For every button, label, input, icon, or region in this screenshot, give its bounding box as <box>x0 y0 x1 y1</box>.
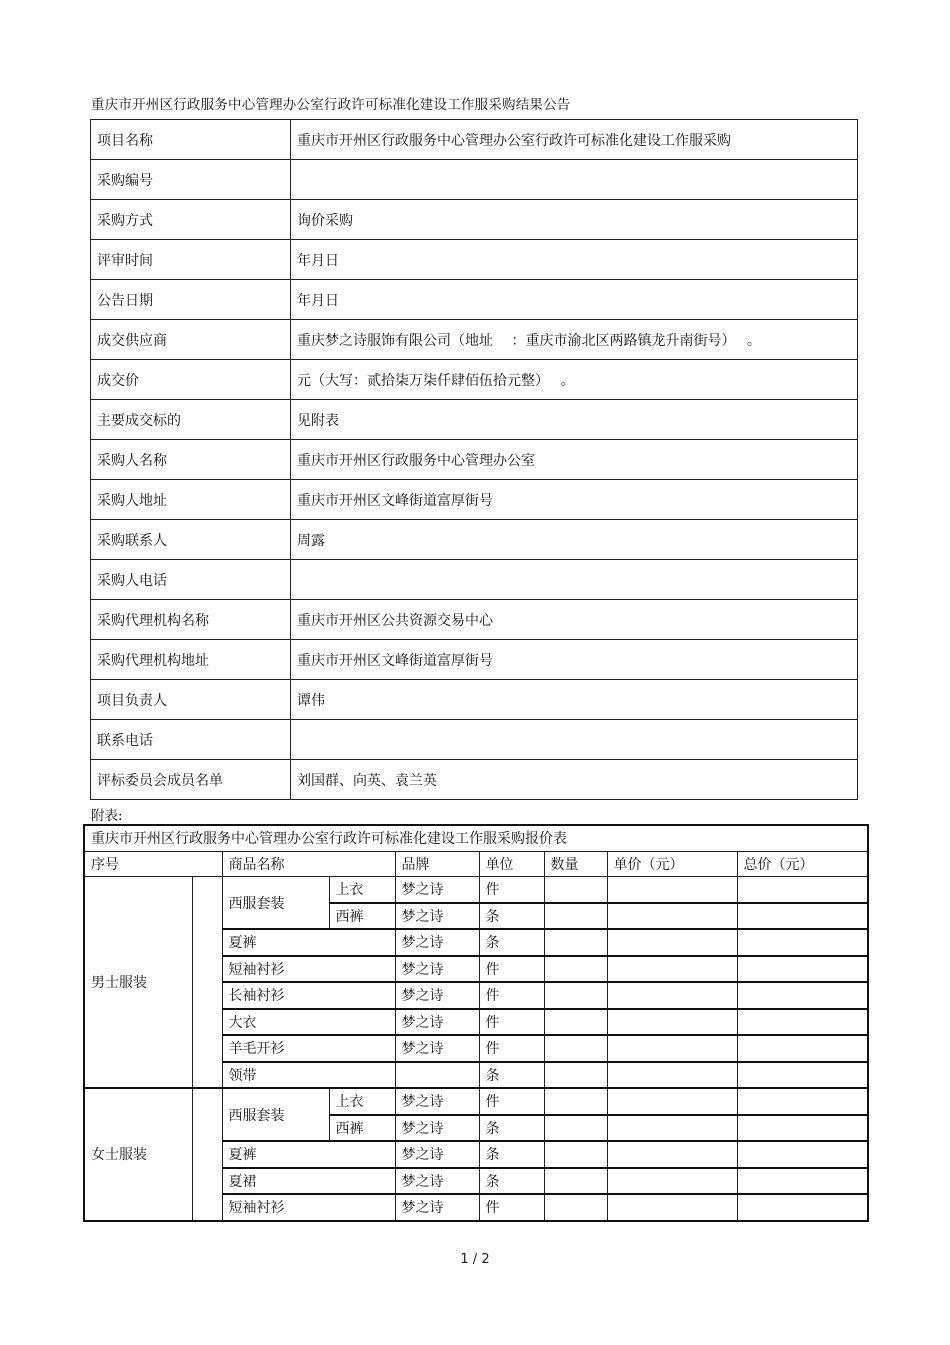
info-value: 年月日 <box>291 240 858 280</box>
brand-cell: 梦之诗 <box>395 1168 479 1195</box>
info-value: 谭伟 <box>291 680 858 720</box>
info-value <box>291 160 858 200</box>
qty-cell <box>544 1194 607 1221</box>
group-seq-cell <box>192 877 222 1089</box>
info-key: 成交供应商 <box>91 320 291 360</box>
qty-cell <box>544 877 607 903</box>
info-key: 采购代理机构地址 <box>91 640 291 680</box>
info-key: 公告日期 <box>91 280 291 320</box>
info-value <box>291 560 858 600</box>
info-row <box>91 600 858 640</box>
item-name: 短袖衬衫 <box>222 956 395 983</box>
info-key: 采购联系人 <box>91 520 291 560</box>
suit-name: 西服套装 <box>222 877 329 930</box>
announcement-info-table <box>90 119 858 800</box>
info-row <box>91 680 858 720</box>
info-key: 项目负责人 <box>91 680 291 720</box>
info-value: 询价采购 <box>291 200 858 240</box>
price-cell <box>607 903 737 930</box>
price-cell <box>607 1194 737 1221</box>
item-name: 夏裤 <box>222 929 395 956</box>
info-row <box>91 280 858 320</box>
info-value: 重庆梦之诗服饰有限公司（地址 ：重庆市渝北区两路镇龙升南街号） 。 <box>291 320 858 360</box>
qty-cell <box>544 1168 607 1195</box>
total-cell <box>737 1194 868 1221</box>
info-key: 采购编号 <box>91 160 291 200</box>
document-title: 重庆市开州区行政服务中心管理办公室行政许可标准化建设工作服采购结果公告 <box>91 97 571 113</box>
unit-cell: 件 <box>479 1088 544 1115</box>
header-brand: 品牌 <box>395 851 479 877</box>
total-cell <box>737 929 868 956</box>
total-cell <box>737 1009 868 1036</box>
total-cell <box>737 1088 868 1115</box>
info-key: 成交价 <box>91 360 291 400</box>
unit-cell: 条 <box>479 1115 544 1142</box>
qty-cell <box>544 929 607 956</box>
price-cell <box>607 1009 737 1036</box>
quote-row <box>84 1088 868 1115</box>
qty-cell <box>544 1088 607 1115</box>
info-value: 重庆市开州区行政服务中心管理办公室行政许可标准化建设工作服采购 <box>291 120 858 160</box>
info-row <box>91 200 858 240</box>
item-name: 羊毛开衫 <box>222 1035 395 1062</box>
quotation-table <box>83 824 869 1222</box>
unit-cell: 件 <box>479 1009 544 1036</box>
info-row <box>91 640 858 680</box>
item-name: 领带 <box>222 1062 395 1089</box>
header-qty: 数量 <box>544 851 607 877</box>
info-key: 评审时间 <box>91 240 291 280</box>
info-value: 重庆市开州区文峰街道富厚街号 <box>291 640 858 680</box>
total-cell <box>737 1062 868 1089</box>
unit-cell: 件 <box>479 956 544 983</box>
group-label: 男士服装 <box>84 877 192 1089</box>
info-value: 重庆市开州区公共资源交易中心 <box>291 600 858 640</box>
info-value: 刘国群、向英、袁兰英 <box>291 760 858 800</box>
unit-cell: 件 <box>479 1194 544 1221</box>
item-name: 长袖衬衫 <box>222 982 395 1009</box>
brand-cell: 梦之诗 <box>395 1088 479 1115</box>
header-unit: 单位 <box>479 851 544 877</box>
suit-name: 西服套装 <box>222 1088 329 1141</box>
quotation-table-title: 重庆市开州区行政服务中心管理办公室行政许可标准化建设工作服采购报价表 <box>84 825 868 851</box>
total-cell <box>737 1115 868 1142</box>
quote-row <box>84 877 868 903</box>
brand-cell: 梦之诗 <box>395 1035 479 1062</box>
unit-cell: 条 <box>479 1168 544 1195</box>
price-cell <box>607 1088 737 1115</box>
brand-cell: 梦之诗 <box>395 1194 479 1221</box>
unit-cell: 条 <box>479 903 544 930</box>
header-name: 商品名称 <box>222 851 395 877</box>
info-value: 重庆市开州区文峰街道富厚街号 <box>291 480 858 520</box>
price-cell <box>607 1168 737 1195</box>
brand-cell: 梦之诗 <box>395 929 479 956</box>
info-value: 年月日 <box>291 280 858 320</box>
header-seq: 序号 <box>84 851 222 877</box>
total-cell <box>737 1168 868 1195</box>
price-cell <box>607 1062 737 1089</box>
qty-cell <box>544 1009 607 1036</box>
price-cell <box>607 1115 737 1142</box>
total-cell <box>737 877 868 903</box>
info-row <box>91 120 858 160</box>
total-cell <box>737 982 868 1009</box>
header-total: 总价（元） <box>737 851 868 877</box>
brand-cell: 梦之诗 <box>395 982 479 1009</box>
price-cell <box>607 877 737 903</box>
brand-cell: 梦之诗 <box>395 956 479 983</box>
qty-cell <box>544 1141 607 1168</box>
brand-cell: 梦之诗 <box>395 903 479 930</box>
qty-cell <box>544 982 607 1009</box>
info-key: 项目名称 <box>91 120 291 160</box>
total-cell <box>737 903 868 930</box>
item-name: 夏裙 <box>222 1168 395 1195</box>
price-cell <box>607 1035 737 1062</box>
page-number: 1 / 2 <box>460 1252 490 1267</box>
info-value <box>291 720 858 760</box>
total-cell <box>737 956 868 983</box>
group-label: 女士服装 <box>84 1088 192 1221</box>
price-cell <box>607 982 737 1009</box>
suit-part: 上衣 <box>329 877 395 903</box>
price-cell <box>607 929 737 956</box>
info-row <box>91 720 858 760</box>
qty-cell <box>544 1035 607 1062</box>
brand-cell: 梦之诗 <box>395 1009 479 1036</box>
unit-cell: 条 <box>479 929 544 956</box>
item-name: 短袖衬衫 <box>222 1194 395 1221</box>
info-row <box>91 520 858 560</box>
suit-part: 西裤 <box>329 903 395 930</box>
group-seq-cell <box>192 1088 222 1221</box>
unit-cell: 条 <box>479 1062 544 1089</box>
qty-cell <box>544 1062 607 1089</box>
brand-cell: 梦之诗 <box>395 877 479 903</box>
info-value: 元（大写：贰拾柒万柒仟肆佰伍拾元整） 。 <box>291 360 858 400</box>
info-key: 采购人名称 <box>91 440 291 480</box>
info-key: 评标委员会成员名单 <box>91 760 291 800</box>
info-row <box>91 440 858 480</box>
qty-cell <box>544 956 607 983</box>
price-cell <box>607 956 737 983</box>
info-row <box>91 480 858 520</box>
unit-cell: 件 <box>479 877 544 903</box>
qty-cell <box>544 1115 607 1142</box>
unit-cell: 件 <box>479 1035 544 1062</box>
info-row <box>91 240 858 280</box>
item-name: 夏裤 <box>222 1141 395 1168</box>
price-cell <box>607 1141 737 1168</box>
info-row <box>91 400 858 440</box>
unit-cell: 条 <box>479 1141 544 1168</box>
info-key: 采购人电话 <box>91 560 291 600</box>
suit-part: 西裤 <box>329 1115 395 1142</box>
info-row <box>91 760 858 800</box>
brand-cell <box>395 1062 479 1089</box>
header-price: 单价（元） <box>607 851 737 877</box>
info-row <box>91 320 858 360</box>
info-value: 见附表 <box>291 400 858 440</box>
info-value: 重庆市开州区行政服务中心管理办公室 <box>291 440 858 480</box>
brand-cell: 梦之诗 <box>395 1141 479 1168</box>
item-name: 大衣 <box>222 1009 395 1036</box>
info-row <box>91 360 858 400</box>
info-key: 采购代理机构名称 <box>91 600 291 640</box>
info-key: 联系电话 <box>91 720 291 760</box>
qty-cell <box>544 903 607 930</box>
info-key: 采购方式 <box>91 200 291 240</box>
info-value: 周露 <box>291 520 858 560</box>
total-cell <box>737 1035 868 1062</box>
info-row <box>91 160 858 200</box>
info-row <box>91 560 858 600</box>
total-cell <box>737 1141 868 1168</box>
appendix-label: 附表: <box>91 808 123 824</box>
info-key: 主要成交标的 <box>91 400 291 440</box>
unit-cell: 件 <box>479 982 544 1009</box>
suit-part: 上衣 <box>329 1088 395 1115</box>
info-key: 采购人地址 <box>91 480 291 520</box>
brand-cell: 梦之诗 <box>395 1115 479 1142</box>
